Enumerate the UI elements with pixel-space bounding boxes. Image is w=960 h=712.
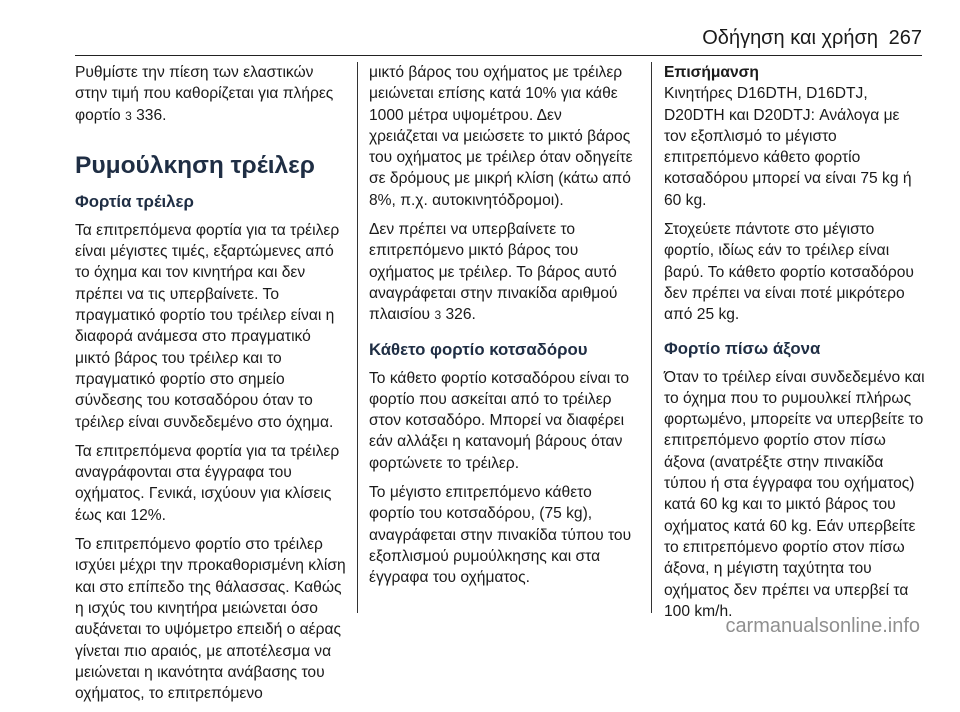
paragraph-text: Δεν πρέπει να υπερβαίνετε το επιτρεπόμενο μικτό βάρος του οχήματος με τρέιλερ. Το βάρος αυτό αναγράφεται στην πινακίδα αριθμού πλαισίου — [369, 221, 618, 324]
running-title: Οδήγηση και χρήση — [702, 27, 878, 49]
section-title: Ρυμούλκηση τρέιλερ — [75, 151, 315, 179]
paragraph: μικτό βάρος του οχήματος με τρέιλερ μειώνεται επίσης κατά 10% για κάθε 1000 μέτρα υψομέτρου. Δεν χρειάζεται να μειώσετε το μικτό βάρος του οχήματος με τρέιλερ όταν οδηγείτε σε δρόμους με μικρή κλίση (κάτω από 8%, π.χ. αυτοκινητόδρομοι). — [369, 64, 633, 209]
subsection-title-coupling-load: Κάθετο φορτίο κοτσαδόρου — [369, 339, 588, 359]
paragraph: Το επιτρεπόμενο φορτίο στο τρέιλερ ισχύει μέχρι την προκαθορισμένη κλίση και στο επίπεδο της θάλασσας. Καθώς η ισχύς του κινητήρα μειώνεται όσο αυξάνεται το υψόμετρο επειδή ο αέρας γίνεται πιο αραιός, με αποτέλεσμα να μειώνεται η ικανότητα ανάβασης του οχήματος, το επιτρεπόμενο — [75, 536, 346, 703]
subsection-title-rear-axle-load: Φορτίο πίσω άξονα — [664, 338, 821, 358]
reference-arrow-icon: 3 — [434, 308, 442, 323]
note-box — [664, 62, 926, 211]
column-3 — [664, 62, 926, 630]
note-title: Επισήμανση — [664, 64, 759, 81]
watermark: carmanualsonline.info — [725, 615, 920, 637]
page-header — [0, 0, 960, 58]
header-rule — [75, 55, 922, 56]
paragraph: Το μέγιστο επιτρεπόμενο κάθετο φορτίο του κοτσαδόρου, (75 kg), αναγράφεται στην πινακίδα τύπου του εξοπλισμού ρυμούλκησης και στα έγγραφα του οχήματος. — [369, 484, 632, 587]
page-reference[interactable]: 336. — [136, 106, 167, 124]
intro-text: Ρυθμίστε την πίεση των ελαστικών στην τιμή που καθορίζεται για πλήρες φορτίο — [75, 64, 334, 124]
paragraph: Στοχεύετε πάντοτε στο μέγιστο φορτίο, ιδίως εάν το τρέιλερ είναι βαρύ. Το κάθετο φορτίο κοτσαδόρου δεν πρέπει να είναι ποτέ μικρότερο από 25 kg. — [664, 221, 914, 324]
paragraph: Το κάθετο φορτίο κοτσαδόρου είναι το φορτίο που ασκείται από το τρέιλερ στον κοτσαδόρο. Μπορεί να διαφέρει εάν αλλάξει η κατανομή βάρους όταν φορτώνετε το τρέιλερ. — [369, 369, 630, 472]
column-divider — [357, 62, 358, 613]
paragraph: Τα επιτρεπόμενα φορτία για τα τρέιλερ αναγράφονται στα έγγραφα του οχήματος. Γενικά, ισχύουν για κλίσεις έως και 12%. — [75, 442, 340, 524]
subsection-title-trailer-loads: Φορτία τρέιλερ — [75, 191, 194, 211]
column-2 — [369, 62, 633, 597]
page-number: 267 — [888, 27, 922, 49]
reference-arrow-icon: 3 — [125, 108, 132, 123]
page-reference[interactable]: 326. — [445, 306, 476, 324]
column-divider — [651, 62, 652, 613]
paragraph: Τα επιτρεπόμενα φορτία για τα τρέιλερ είναι μέγιστες τιμές, εξαρτώμενες από το όχημα και τον κινητήρα και δεν πρέπει να τις υπερβαίνετε. Το πραγματικό φορτίο του τρέιλερ είναι η διαφορά ανάμεσα στο πραγματικό μικτό βάρος του τρέιλερ και το πραγματικό φορτίο στο σημείο σύνδεσης του κοτσαδόρου όταν το τρέιλερ είναι συνδεδεμένο στο όχημα. — [75, 221, 340, 431]
intro-paragraph — [75, 62, 347, 127]
note-text: Κινητήρες D16DTH, D16DTJ, D20DTH και D20DTJ: Ανάλογα με τον εξοπλισμό το μέγιστο επιτρεπόμενο κάθετο φορτίο κοτσαδόρου μπορεί να είναι 75 kg ή 60 kg. — [664, 85, 912, 209]
paragraph-with-reference — [369, 219, 633, 326]
paragraph: Όταν το τρέιλερ είναι συνδεδεμένο και το όχημα που το ρυμουλκεί πλήρως φορτωμένο, μπορείτε να υπερβείτε το επιτρεπόμενο φορτίο στον πίσω άξονα (ανατρέξτε στην πινακίδα τύπου ή στα έγγραφα του οχήματος) κατά 60 kg και το μικτό βάρος του οχήματος κατά 60 kg. Εάν υπερβείτε το επιτρεπόμενο φορτίο στον πίσω άξονα, η μέγιστη ταχύτητα του οχήματος δεν πρέπει να υπερβεί τα 100 km/h. — [664, 368, 925, 620]
column-1 — [75, 62, 347, 712]
